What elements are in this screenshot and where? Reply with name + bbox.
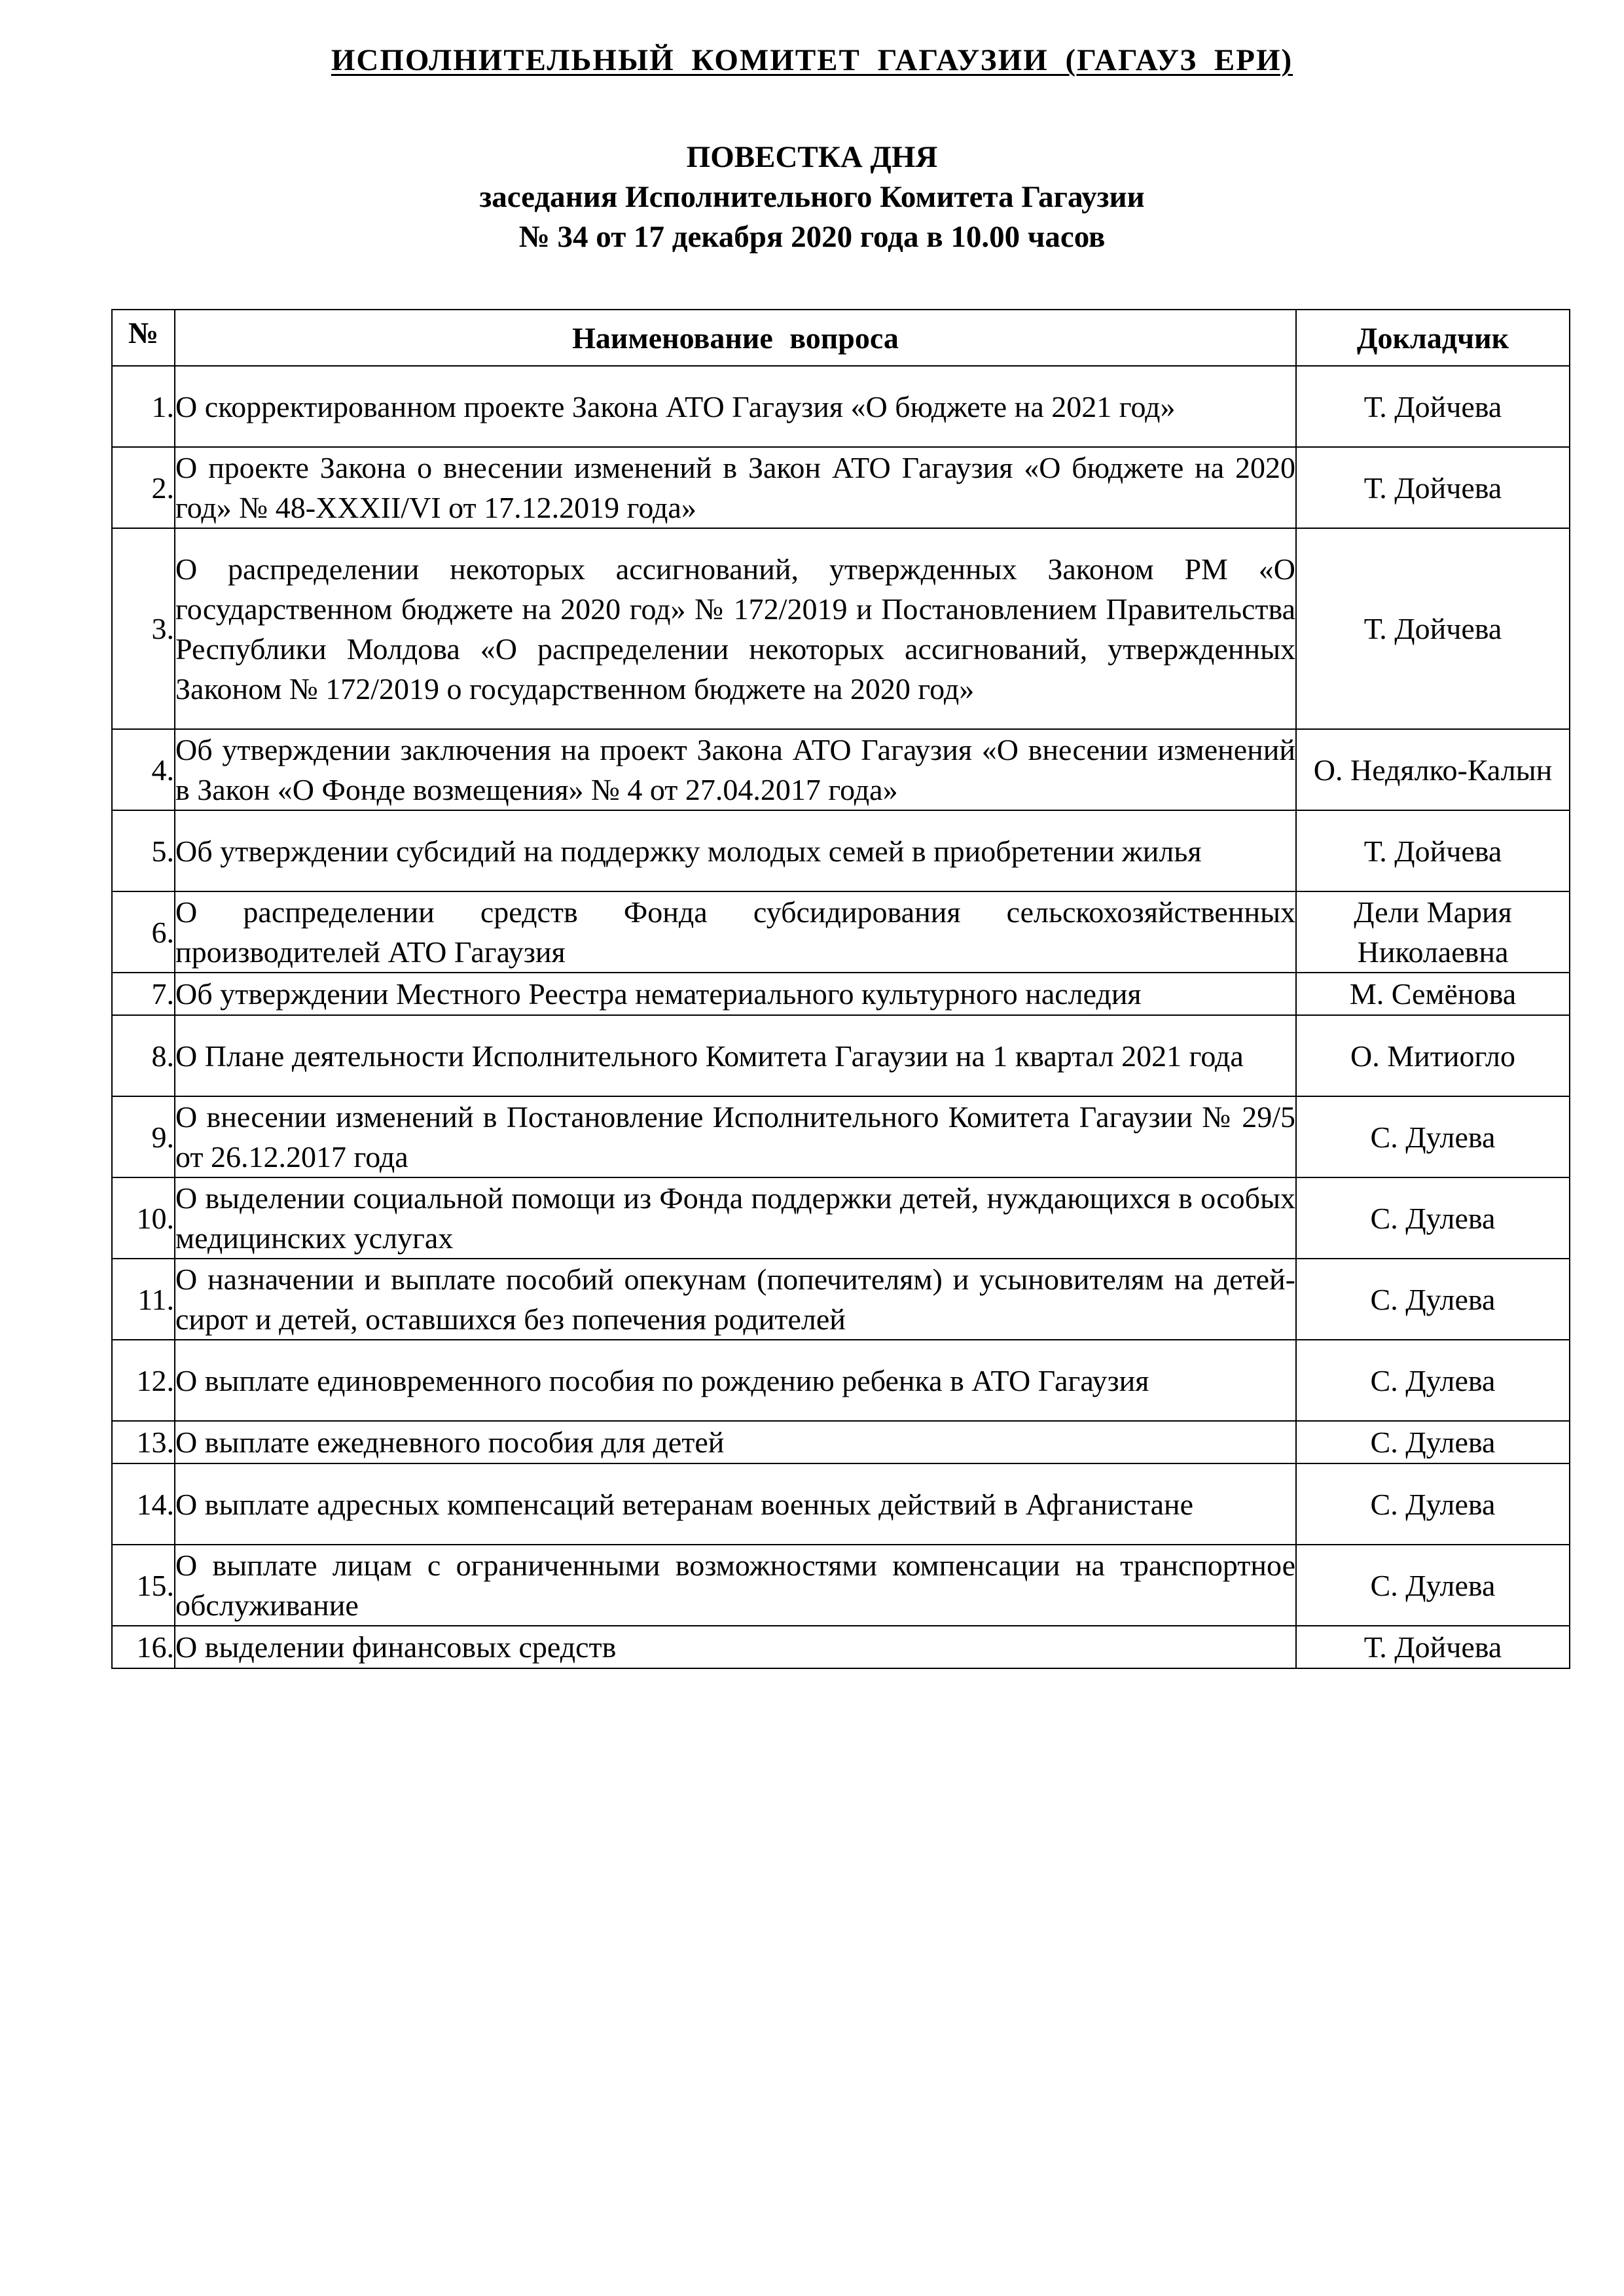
row-reporter: Дели Мария Николаевна [1296, 891, 1570, 973]
row-topic: О выплате ежедневного пособия для детей [175, 1421, 1296, 1463]
row-reporter: Т. Дойчева [1296, 810, 1570, 891]
row-topic: О выплате адресных компенсаций ветеранам военных действий в Афганистане [175, 1463, 1296, 1545]
row-topic: Об утверждении заключения на проект Закона АТО Гагаузия «О внесении изменений в Закон «О Фонде возмещения» № 4 от 27.04.2017 года» [175, 729, 1296, 810]
header-reporter: Докладчик [1296, 310, 1570, 366]
table-row [112, 729, 1570, 810]
row-reporter: Т. Дойчева [1296, 528, 1570, 729]
meeting-description: заседания Исполнительного Комитета Гагаузии [479, 180, 1145, 214]
header-number: № [112, 310, 175, 366]
row-topic: О выплате единовременного пособия по рождению ребенка в АТО Гагаузия [175, 1340, 1296, 1421]
row-reporter: М. Семёнова [1296, 973, 1570, 1015]
row-topic: Об утверждении субсидий на поддержку молодых семей в приобретении жилья [175, 810, 1296, 891]
row-number: 14. [112, 1463, 175, 1545]
row-number: 11. [112, 1259, 175, 1340]
row-topic: О внесении изменений в Постановление Исполнительного Комитета Гагаузии № 29/5 от 26.12.2017 года [175, 1096, 1296, 1177]
table-row [112, 1626, 1570, 1668]
row-number: 3. [112, 528, 175, 729]
row-number: 13. [112, 1421, 175, 1463]
row-topic: О скорректированном проекте Закона АТО Гагаузия «О бюджете на 2021 год» [175, 366, 1296, 447]
document-heading [0, 137, 1624, 257]
table-row [112, 1096, 1570, 1177]
table-row [112, 1421, 1570, 1463]
row-topic: О выделении социальной помощи из Фонда поддержки детей, нуждающихся в особых медицинских услугах [175, 1177, 1296, 1259]
agenda-title: ПОВЕСТКА ДНЯ [686, 140, 938, 174]
row-topic: О назначении и выплате пособий опекунам (попечителям) и усыновителям на детей-сирот и детей, оставшихся без попечения родителей [175, 1259, 1296, 1340]
row-reporter: С. Дулева [1296, 1421, 1570, 1463]
table-header-row [112, 310, 1570, 366]
row-reporter: О. Недялко-Калын [1296, 729, 1570, 810]
row-reporter: О. Митиогло [1296, 1015, 1570, 1096]
table-row [112, 366, 1570, 447]
row-topic: Об утверждении Местного Реестра нематериального культурного наследия [175, 973, 1296, 1015]
table-row [112, 1545, 1570, 1626]
row-topic: О распределении средств Фонда субсидирования сельскохозяйственных производителей АТО Гагаузия [175, 891, 1296, 973]
row-number: 7. [112, 973, 175, 1015]
row-reporter: С. Дулева [1296, 1545, 1570, 1626]
row-topic: О распределении некоторых ассигнований, утвержденных Законом РМ «О государственном бюджете на 2020 год» № 172/2019 и Постановлением Правительства Республики Молдова «О распределении некоторых ассигнований, утвержденных Законом № 172/2019 о государственном бюджете на 2020 год» [175, 528, 1296, 729]
row-number: 9. [112, 1096, 175, 1177]
row-topic: О Плане деятельности Исполнительного Комитета Гагаузии на 1 квартал 2021 года [175, 1015, 1296, 1096]
row-reporter: С. Дулева [1296, 1259, 1570, 1340]
table-row [112, 810, 1570, 891]
row-reporter: Т. Дойчева [1296, 447, 1570, 528]
table-row [112, 1177, 1570, 1259]
table-row [112, 1463, 1570, 1545]
agenda-table [111, 309, 1570, 1669]
row-number: 2. [112, 447, 175, 528]
row-reporter: Т. Дойчева [1296, 366, 1570, 447]
row-reporter: С. Дулева [1296, 1463, 1570, 1545]
row-topic: О проекте Закона о внесении изменений в Закон АТО Гагаузия «О бюджете на 2020 год» № 48-XXXII/VI от 17.12.2019 года» [175, 447, 1296, 528]
table-row [112, 447, 1570, 528]
table-row [112, 528, 1570, 729]
table-row [112, 1340, 1570, 1421]
row-number: 4. [112, 729, 175, 810]
row-number: 15. [112, 1545, 175, 1626]
table-row [112, 891, 1570, 973]
row-number: 5. [112, 810, 175, 891]
row-reporter: С. Дулева [1296, 1340, 1570, 1421]
row-number: 8. [112, 1015, 175, 1096]
row-number: 12. [112, 1340, 175, 1421]
table-row [112, 973, 1570, 1015]
row-number: 1. [112, 366, 175, 447]
organization-title [0, 41, 1624, 80]
table-row [112, 1259, 1570, 1340]
header-topic: Наименование вопроса [175, 310, 1296, 366]
row-topic: О выплате лицам с ограниченными возможностями компенсации на транспортное обслуживание [175, 1545, 1296, 1626]
row-number: 10. [112, 1177, 175, 1259]
organization-title-text: ИСПОЛНИТЕЛЬНЫЙ КОМИТЕТ ГАГАУЗИИ (ГАГАУЗ ЕРИ) [331, 43, 1293, 77]
row-number: 6. [112, 891, 175, 973]
table-row [112, 1015, 1570, 1096]
row-topic: О выделении финансовых средств [175, 1626, 1296, 1668]
row-number: 16. [112, 1626, 175, 1668]
row-reporter: Т. Дойчева [1296, 1626, 1570, 1668]
meeting-number-date: № 34 от 17 декабря 2020 года в 10.00 часов [518, 220, 1106, 254]
row-reporter: С. Дулева [1296, 1096, 1570, 1177]
row-reporter: С. Дулева [1296, 1177, 1570, 1259]
